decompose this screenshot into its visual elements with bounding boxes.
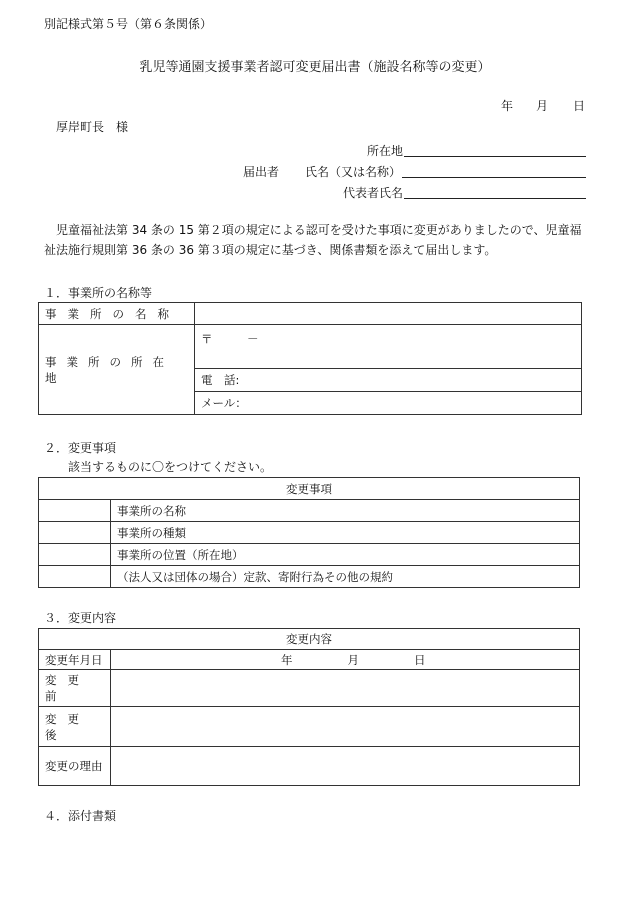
change-item: （法人又は団体の場合）定款、寄附行為その他の規約: [111, 566, 580, 588]
section4-heading: ４．添付書類: [44, 809, 117, 823]
change-items-header: 変更事項: [39, 478, 580, 500]
representative-field[interactable]: [404, 198, 586, 199]
intro-line-2: 祉法施行規則第 36 条の 36 第３項の規定に基づき、関係書類を添えて届出します。: [44, 243, 497, 257]
change-detail-table: [38, 628, 580, 786]
mark-cell[interactable]: [39, 500, 111, 522]
change-item: 事業所の名称: [111, 500, 580, 522]
submitter-label: 届出者: [243, 165, 280, 179]
date-day-label: 日: [573, 99, 586, 113]
reason-label: 変更の理由: [39, 747, 111, 786]
before-field[interactable]: [111, 670, 580, 707]
change-date-field[interactable]: [111, 650, 580, 670]
section2-heading: ２．変更事項: [44, 441, 117, 455]
change-date-month: 月: [347, 652, 359, 667]
phone-field[interactable]: 電 話:: [195, 369, 582, 392]
representative-label: 代表者氏名: [343, 186, 404, 200]
date-year-label: 年: [501, 99, 514, 113]
facility-name-field[interactable]: [195, 303, 582, 325]
mark-cell[interactable]: [39, 544, 111, 566]
intro-line-1: 児童福祉法第 34 条の 15 第２項の規定による認可を受けた事項に変更がありましたので、児童福: [56, 223, 582, 237]
change-item: 事業所の位置（所在地）: [111, 544, 580, 566]
reason-field[interactable]: [111, 747, 580, 786]
change-date-year: 年: [281, 652, 293, 667]
document-title: 乳児等通園支援事業者認可変更届出書（施設名称等の変更）: [139, 60, 491, 75]
after-field[interactable]: [111, 707, 580, 747]
section1-heading: １．事業所の名称等: [44, 286, 153, 300]
email-field[interactable]: メール：: [195, 392, 582, 415]
mark-cell[interactable]: [39, 522, 111, 544]
facility-location-label: 事業所の所在地: [39, 325, 195, 415]
recipient: 厚岸町長 様: [56, 120, 129, 134]
name-field[interactable]: [402, 177, 586, 178]
date-month-label: 月: [536, 99, 549, 113]
after-label: 変更後: [39, 707, 111, 747]
change-date-label: 変更年月日: [39, 650, 111, 670]
change-items-table: [38, 477, 580, 588]
change-item: 事業所の種類: [111, 522, 580, 544]
mark-cell[interactable]: [39, 566, 111, 588]
address-field[interactable]: [404, 156, 586, 157]
form-number: 別記様式第５号（第６条関係）: [44, 17, 213, 31]
change-date-day: 日: [414, 652, 426, 667]
before-label: 変更前: [39, 670, 111, 707]
section2-instruction: 該当するものに〇をつけてください。: [68, 460, 273, 474]
postal-field[interactable]: 〒 －: [195, 325, 582, 369]
section3-heading: ３．変更内容: [44, 611, 117, 625]
address-label: 所在地: [367, 144, 404, 158]
facility-name-label: 事業所の名称: [39, 303, 195, 325]
change-detail-header: 変更内容: [39, 629, 580, 650]
facility-table: [38, 302, 582, 415]
name-label: 氏名（又は名称）: [305, 165, 402, 179]
